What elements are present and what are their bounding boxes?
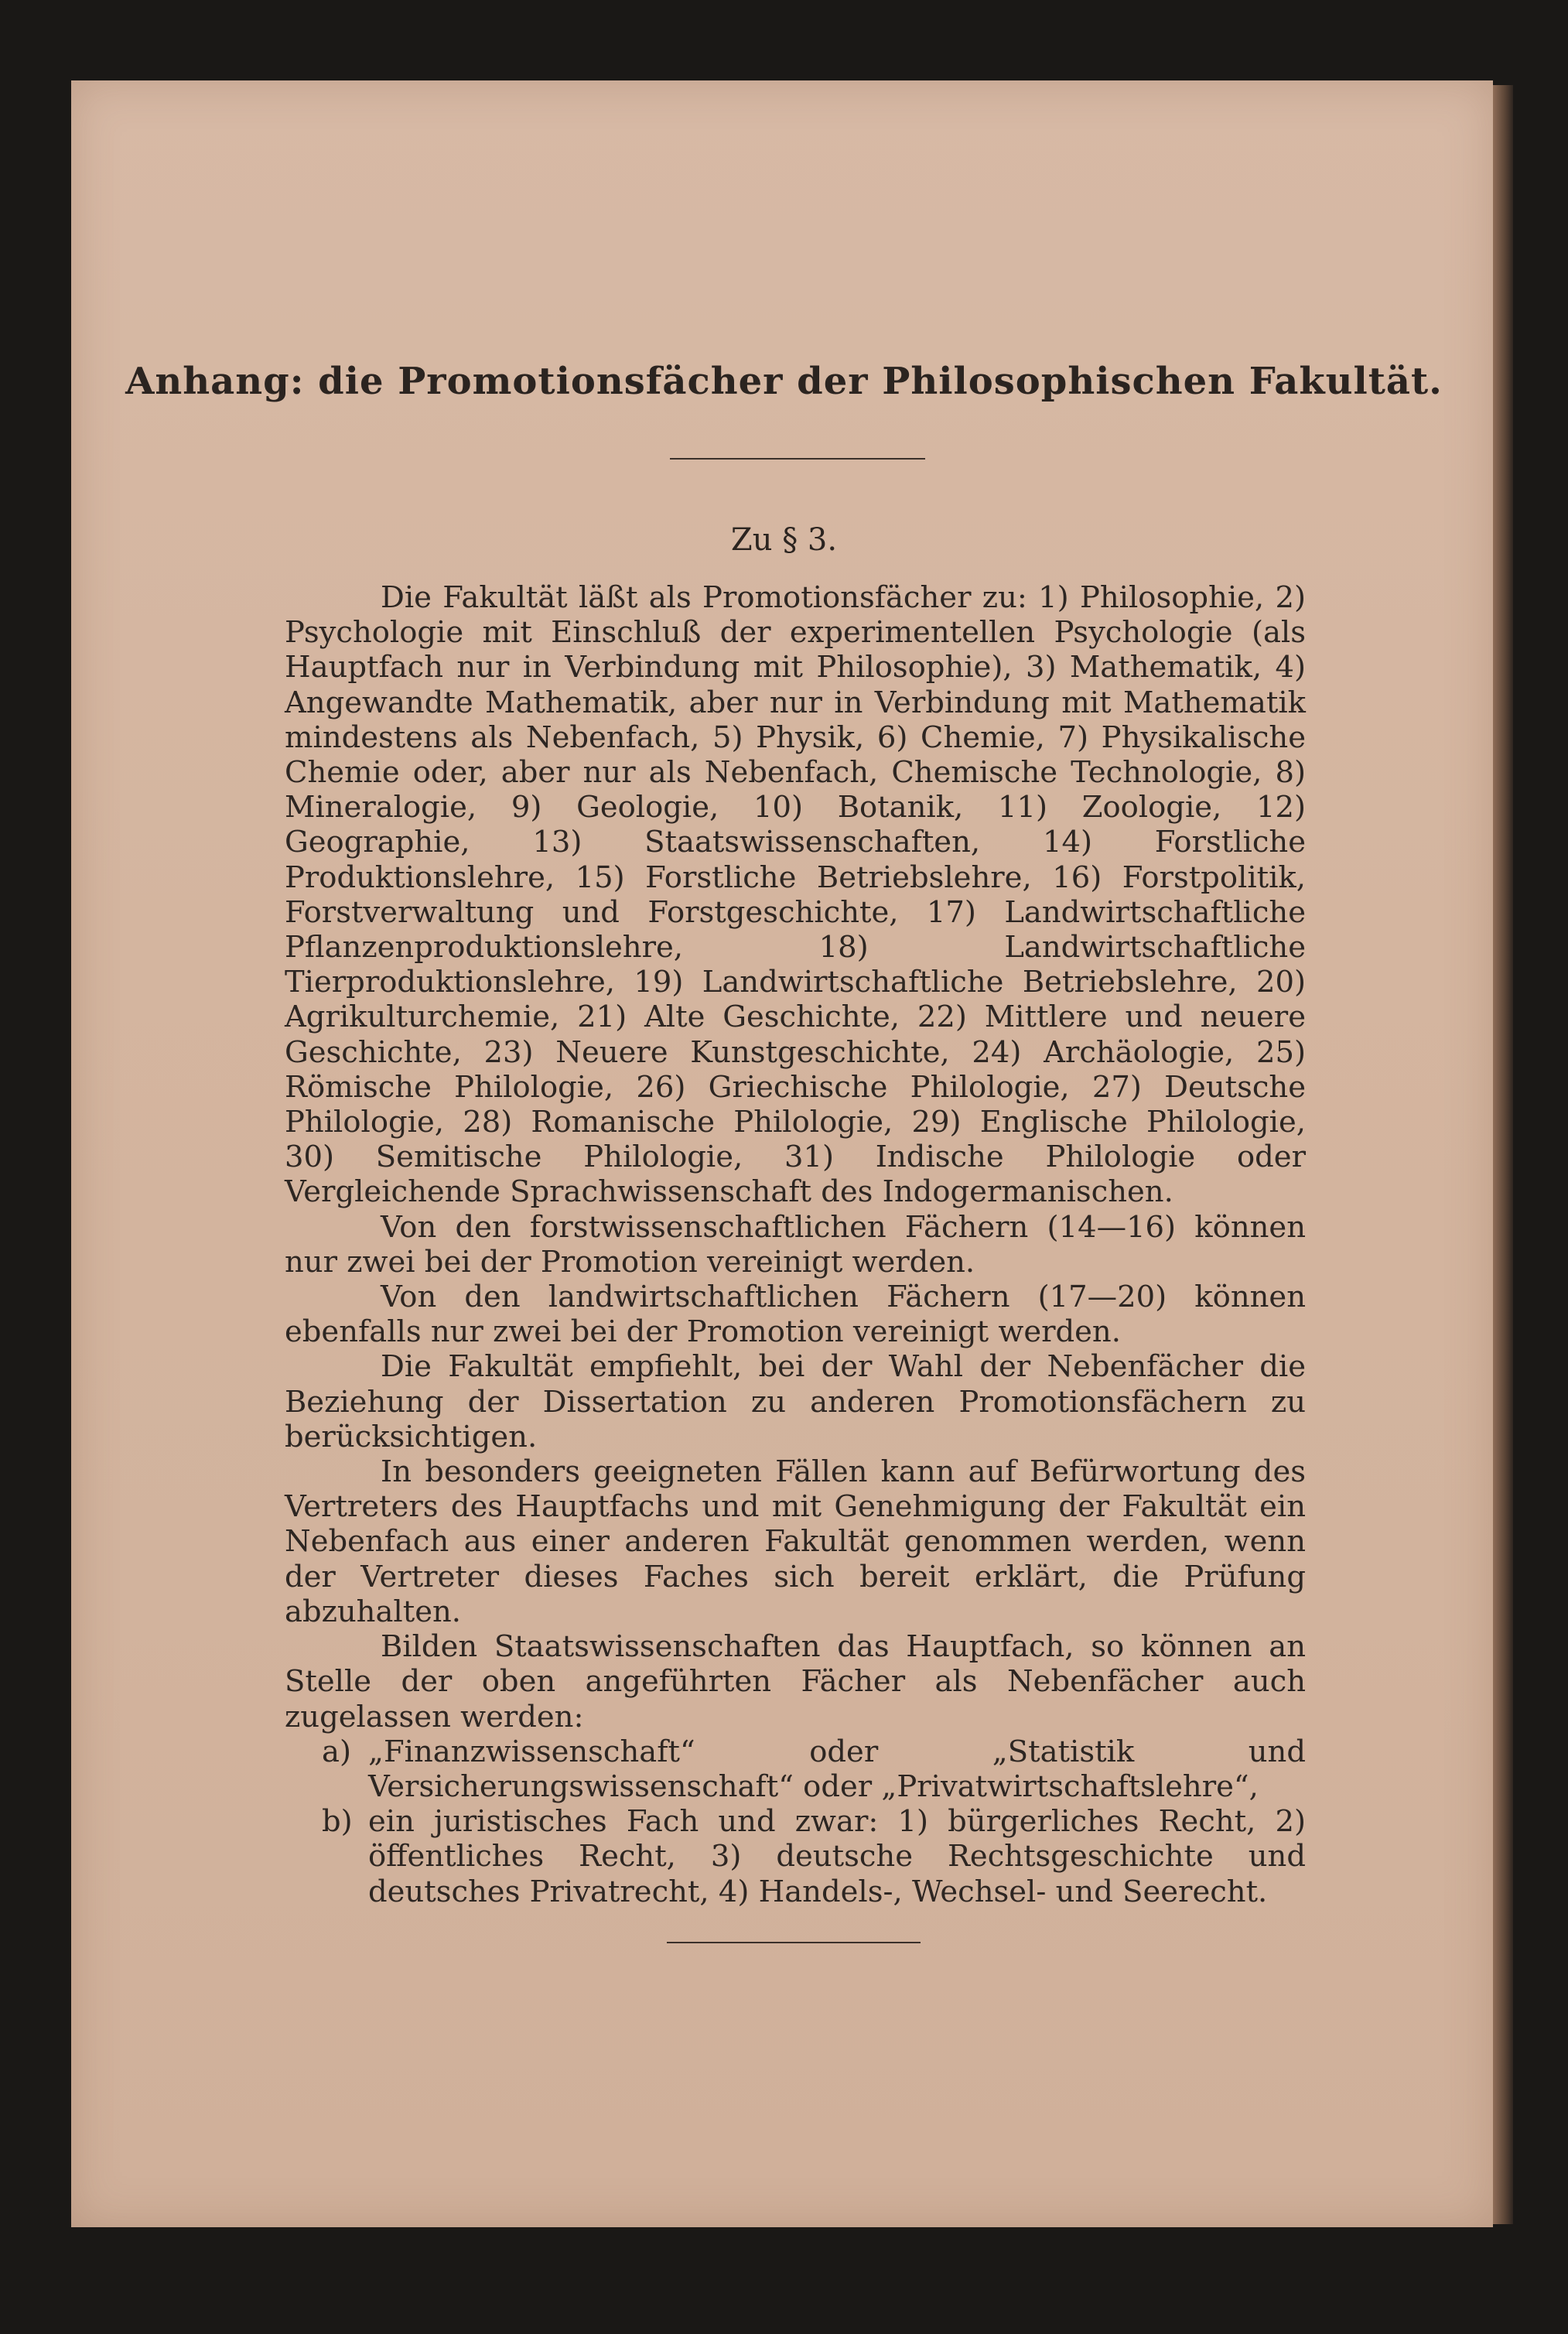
title-divider [670, 458, 925, 460]
list-item [285, 1734, 1306, 1804]
paragraph-forestry: Von den forstwissenschaftlichen Fächern (14—16) können nur zwei bei der Promotion vereinigt werden. [285, 1209, 1306, 1280]
paragraph-other-faculty: In besonders geeigneten Fällen kann auf Befürwortung des Vertreters des Hauptfachs und mit Genehmigung der Fakultät ein Nebenfach aus einer anderen Fakultät genommen werden, wenn der Vertreter dieses Faches sich bereit erklärt, die Prüfung abzuhalten. [285, 1454, 1306, 1629]
end-divider [667, 1942, 921, 1943]
minor-subject-list [285, 1734, 1306, 1909]
paragraph-agriculture: Von den landwirtschaftlichen Fächern (17—20) können ebenfalls nur zwei bei der Promotion vereinigt werden. [285, 1280, 1306, 1350]
page-edge [1493, 85, 1513, 2224]
section-heading: Zu § 3. [730, 522, 838, 558]
paragraph-subjects: Die Fakultät läßt als Promotionsfächer zu: 1) Philosophie, 2) Psychologie mit Einschluß der experimentellen Psychologie (als Hauptfach nur in Verbindung mit Philosophie), 3) Mathematik, 4) Angewandte Mathematik, aber nur in Verbindung mit Mathematik mindestens als Nebenfach, 5) Physik, 6) Chemie, 7) Physikalische Chemie oder, aber nur als Nebenfach, Chemische Technologie, 8) Mineralogie, 9) Geologie, 10) Botanik, 11) Zoologie, 12) Geographie, 13) Staatswissenschaften, 14) Forstliche Produktionslehre, 15) Forstliche Betriebslehre, 16) Forstpolitik, Forstverwaltung und Forstgeschichte, 17) Landwirtschaftliche Pflanzenproduktionslehre, 18) Landwirtschaftliche Tierproduktionslehre, 19) Landwirtschaftliche Betriebslehre, 20) Agrikulturchemie, 21) Alte Geschichte, 22) Mittlere und neuere Geschichte, 23) Neuere Kunstgeschichte, 24) Archäologie, 25) Römische Philologie, 26) Griechische Philologie, 27) Deutsche Philologie, 28) Romanische Philologie, 29) Englische Philologie, 30) Semitische Philologie, 31) Indische Philologie oder Vergleichende Sprachwissenschaft des Indogermanischen. [285, 580, 1306, 1210]
body-text [285, 580, 1306, 1909]
list-item-label: b) [322, 1804, 353, 1840]
page-title: Anhang: die Promotionsfächer der Philosophischen Fakultät. [125, 360, 1443, 403]
list-item [285, 1804, 1306, 1909]
list-item-text: ein juristisches Fach und zwar: 1) bürgerliches Recht, 2) öffentliches Recht, 3) deutsche Rechtsgeschichte und deutsches Privatrecht, 4) Handels-, Wechsel- und Seerecht. [368, 1804, 1306, 1909]
list-item-text: „Finanzwissenschaft“ oder „Statistik und Versicherungswissenschaft“ oder „Privatwirtschaftslehre“, [368, 1734, 1306, 1804]
list-item-label: a) [322, 1734, 351, 1769]
paragraph-dissertation: Die Fakultät empfiehlt, bei der Wahl der Nebenfächer die Beziehung der Dissertation zu anderen Promotionsfächern zu berücksichtigen. [285, 1349, 1306, 1454]
paragraph-political-science: Bilden Staatswissenschaften das Hauptfach, so können an Stelle der oben angeführten Fächer als Nebenfächer auch zugelassen werden: [285, 1629, 1306, 1734]
